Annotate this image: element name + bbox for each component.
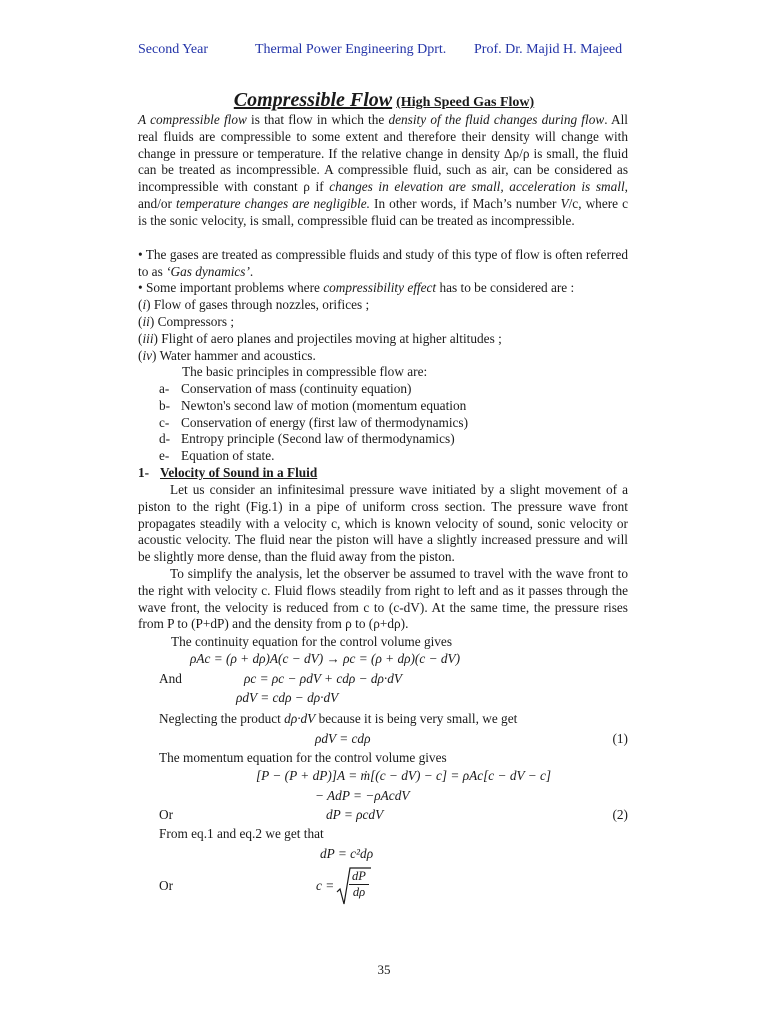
section-number: 1- — [138, 465, 150, 480]
intro-text-2: . All real fluids are compressible to some extent and therefore their density will change with change in pressure or temperature. If the relative change in density Δρ/ρ is small, the fluid can be treated as incompressible. A compressible fluid, such as air, can be considered as incompressible with constant ρ if — [138, 112, 628, 195]
problem-item-number: iii — [142, 331, 154, 346]
neglect-text-1: Neglecting the product — [159, 711, 285, 726]
gas-dynamics-paragraph — [138, 247, 628, 281]
header-author: Prof. Dr. Majid H. Majeed — [474, 42, 623, 57]
principle-label: b- — [159, 398, 171, 413]
and-label: And — [159, 671, 182, 686]
section-paragraph-2: To simplify the analysis, let the observer be assumed to travel with the wave front to the right with velocity c. Fluid flows steadily from right to left and as it passes through the wave front, the velocity is reduced from c to (c-dV). At the same time, the pressure rises from P to (P+dP) and the density from ρ to (ρ+dρ). — [138, 566, 628, 632]
problem-item-text: Flight of aero planes and projectiles moving at higher altitudes ; — [157, 331, 502, 346]
problem-item-text: Compressors ; — [154, 314, 235, 329]
page-number: 35 — [377, 962, 391, 977]
problem-item: (iii) Flight of aero planes and projectiles moving at higher altitudes ; — [138, 331, 502, 346]
equation-2-number: (2) — [612, 807, 628, 822]
problems-text-1: • Some important problems where — [138, 280, 324, 295]
equation-4-lhs: c = — [316, 878, 335, 893]
principle-text: Newton's second law of motion (momentum equation — [181, 398, 467, 413]
problem-item-text: Water hammer and acoustics. — [156, 348, 316, 363]
equation-3: dP = c²dρ — [320, 846, 374, 861]
header-course: Second Year — [138, 42, 208, 57]
neglect-text-2: because it is being very small, we get — [315, 711, 518, 726]
expanded-equation-2: ρdV = cdρ − dρ·dV — [236, 690, 339, 705]
intro-text-4: In other words, if Mach’s number — [370, 195, 561, 211]
principle-text: Conservation of mass (continuity equation) — [181, 381, 412, 396]
title-main: Compressible Flow — [233, 89, 393, 111]
gas-text-2: . — [249, 263, 254, 279]
momentum-equation-2: − AdP = −ρAcdV — [315, 788, 410, 803]
problem-item: (iv) Water hammer and acoustics. — [138, 348, 316, 363]
expanded-equation: ρc = ρc − ρdV + cdρ − dρ·dV — [244, 671, 403, 686]
principle-text: Entropy principle (Second law of thermodynamics) — [181, 431, 455, 446]
intro-condition-1: changes in elevation are small, acceleration is small — [329, 179, 625, 195]
page-title — [0, 89, 768, 112]
intro-paragraph — [138, 112, 628, 230]
principle-label: c- — [159, 415, 170, 430]
problem-item: (i) Flow of gases through nozzles, orifices ; — [138, 297, 370, 312]
equation-1-number: (1) — [612, 731, 628, 746]
fraction-numerator: dP — [349, 869, 369, 885]
title-subtitle: (High Speed Gas Flow) — [396, 95, 535, 110]
continuity-intro: The continuity equation for the control volume gives — [171, 634, 453, 649]
intro-text-1: is that flow in which the — [246, 112, 389, 127]
momentum-intro: The momentum equation for the control volume gives — [159, 750, 447, 765]
compressibility-term: compressibility effect — [323, 280, 437, 295]
gas-dynamics-term: ‘Gas dynamics’ — [166, 263, 250, 279]
equation-1: ρdV = cdρ — [315, 731, 371, 746]
principle-text: Equation of state. — [181, 448, 275, 463]
mach-symbol: V — [560, 195, 569, 211]
neglect-term: dρ·dV — [284, 711, 316, 726]
neglect-sentence — [159, 711, 517, 727]
section-heading — [160, 465, 317, 481]
principle-text: Conservation of energy (first law of thermodynamics) — [181, 415, 469, 430]
problems-intro — [138, 280, 628, 297]
gas-text-1: • The gases are treated as compressible fluids and study of this type of flow is often referred to as — [138, 247, 628, 279]
intro-term: A compressible flow — [138, 112, 247, 127]
fraction-denominator: dρ — [352, 885, 366, 899]
problems-text-2: has to be considered are : — [436, 280, 575, 295]
intro-definition: density of the fluid changes during flow — [388, 112, 605, 127]
principles-intro: The basic principles in compressible flow are: — [182, 364, 428, 379]
continuity-equation: ρAc = (ρ + dρ)A(c − dV) → ρc = (ρ + dρ)(c − dV) — [190, 651, 461, 666]
problem-item-number: i — [142, 297, 147, 312]
header-department: Thermal Power Engineering Dprt. — [255, 42, 447, 57]
section-paragraph-1: Let us consider an infinitesimal pressure wave initiated by a slight movement of a piston to the right (Fig.1) in a pipe of uniform cross section. The pressure wave front propagates steadily with a velocity c, which is known velocity of sound, sonic velocity or acoustic velocity. The fluid near the piston will have a slightly increased pressure and will be slightly more dense, than the fluid away from the piston. — [138, 482, 628, 565]
principle-label: e- — [159, 448, 170, 463]
equation-4-fraction — [349, 869, 369, 900]
intro-text-3: , and/or — [138, 179, 628, 211]
problem-item-number: ii — [142, 314, 150, 329]
problem-item-number: iv — [142, 348, 153, 363]
intro-condition-2: temperature changes are negligible. — [176, 195, 370, 211]
problem-item: (ii) Compressors ; — [138, 314, 235, 329]
combine-sentence: From eq.1 and eq.2 we get that — [159, 826, 324, 841]
momentum-equation: [P − (P + dP)]A = ṁ[(c − dV) − c] = ρAc[c − dV − c] — [256, 768, 552, 783]
intro-text-5: /c, where c is the sonic velocity, is small, compressible fluid can be treated as incompressible. — [138, 195, 629, 228]
problem-item-text: Flow of gases through nozzles, orifices ; — [150, 297, 370, 312]
equation-2: dP = ρcdV — [326, 807, 384, 822]
principle-label: d- — [159, 431, 171, 446]
or-label-2: Or — [159, 878, 174, 893]
or-label: Or — [159, 807, 174, 822]
principle-label: a- — [159, 381, 170, 396]
section-heading-text: Velocity of Sound in a Fluid — [160, 465, 318, 480]
